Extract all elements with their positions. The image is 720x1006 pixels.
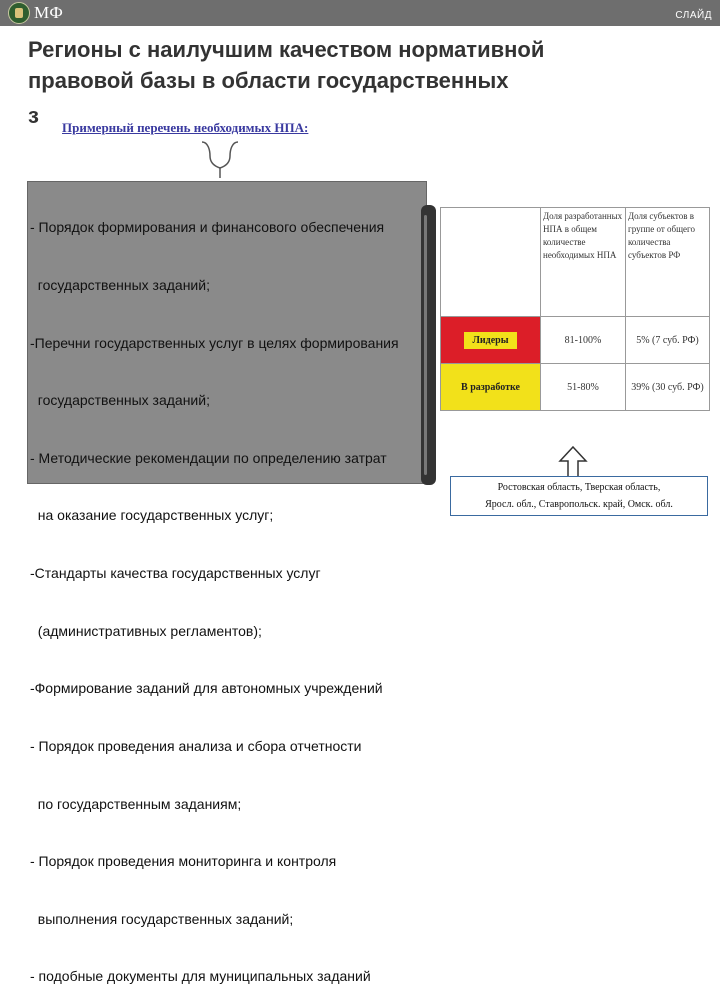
regions-line-2: Яросл. обл., Ставропольск. край, Омск. обл. bbox=[485, 499, 673, 510]
curly-brace-icon bbox=[200, 140, 240, 180]
title-line-3-partial: з bbox=[28, 103, 39, 128]
regions-line-1: Ростовская область, Тверская область, bbox=[497, 482, 661, 493]
list-item: государственных заданий; bbox=[30, 277, 210, 294]
regions-box bbox=[450, 476, 708, 516]
list-item: на оказание государственных услуг; bbox=[30, 507, 274, 524]
table-header-share-regions: Доля субъектов в группе от общего количества субъектов РФ bbox=[626, 208, 710, 317]
slide-tag: СЛАЙД bbox=[675, 10, 712, 21]
group-label-leaders: Лидеры bbox=[464, 332, 516, 349]
list-item: - Порядок проведения мониторинга и контроля bbox=[30, 853, 337, 870]
slide-title bbox=[28, 34, 708, 96]
list-item: выполнения государственных заданий; bbox=[30, 910, 294, 927]
up-arrow-icon bbox=[558, 445, 588, 479]
title-line-1: Регионы с наилучшим качеством нормативной bbox=[28, 37, 545, 62]
list-item: (административных регламентов); bbox=[30, 622, 262, 639]
table-cell-group: В разработке bbox=[441, 364, 541, 411]
list-heading: Примерный перечень необходимых НПА: bbox=[62, 120, 309, 135]
table-cell-share-npa: 51-80% bbox=[541, 364, 626, 411]
table-cell-share-npa: 81-100% bbox=[541, 317, 626, 364]
title-line-2: правовой базы в области государственных bbox=[28, 68, 509, 93]
list-item: государственных заданий; bbox=[30, 392, 210, 409]
table-cell-share-regions: 39% (30 суб. РФ) bbox=[626, 364, 710, 411]
list-item: по государственным заданиям; bbox=[30, 795, 242, 812]
table-header-share-npa: Доля разработанных НПА в общем количестве необходимых НПА bbox=[541, 208, 626, 317]
npa-list bbox=[30, 180, 490, 1006]
ministry-emblem-icon bbox=[8, 2, 30, 24]
list-item: -Стандарты качества государственных услуг bbox=[30, 565, 321, 582]
table-cell-share-regions: 5% (7 суб. РФ) bbox=[626, 317, 710, 364]
list-item: -Формирование заданий для автономных учреждений bbox=[30, 680, 383, 697]
list-item: - Порядок проведения анализа и сбора отчетности bbox=[30, 737, 362, 754]
list-item: - Порядок формирования и финансового обеспечения bbox=[30, 219, 385, 236]
list-item: -Перечни государственных услуг в целях формирования bbox=[30, 334, 399, 351]
brand-label: МФ bbox=[34, 3, 64, 22]
top-bar bbox=[0, 0, 720, 26]
list-item: - Методические рекомендации по определению затрат bbox=[30, 449, 387, 466]
list-item: - подобные документы для муниципальных заданий bbox=[30, 968, 371, 985]
